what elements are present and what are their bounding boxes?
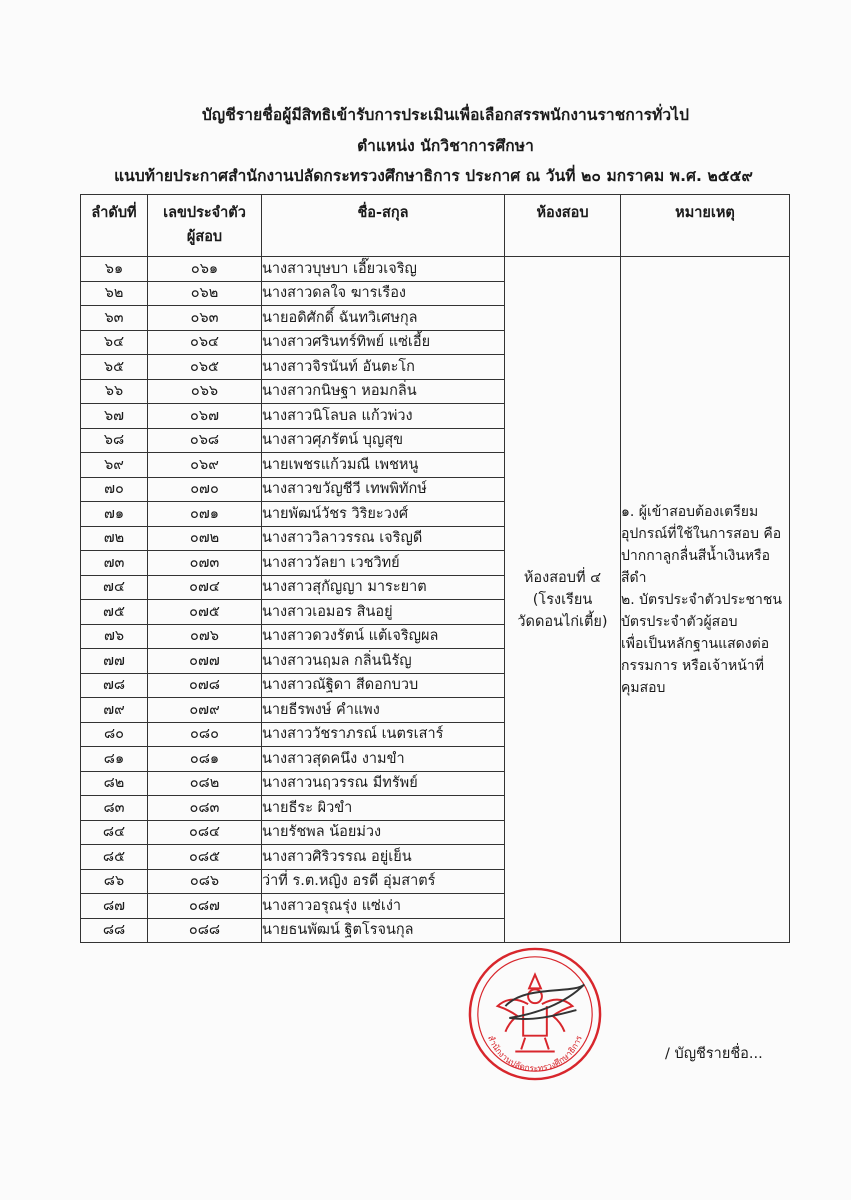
cell-name: นางสาวศรินทร์ทิพย์ แซ่เอี้ย bbox=[262, 330, 505, 355]
cell-order: ๖๓ bbox=[81, 306, 148, 331]
cell-name: นางสาวศิริวรรณ อยู่เย็น bbox=[262, 845, 505, 870]
garuda-seal-stamp bbox=[466, 945, 604, 1083]
remark-line: กรรมการ หรือเจ้าหน้าที่ bbox=[621, 657, 764, 674]
cell-name: นายพัฒน์วัชร วิริยะวงศ์ bbox=[262, 502, 505, 527]
header-candidate-id bbox=[148, 195, 262, 257]
cell-candidate-id: ๐๘๓ bbox=[148, 796, 262, 821]
exam-room-line: ห้องสอบที่ ๔ bbox=[523, 569, 602, 586]
cell-name: นางสาวสุกัญญา มาระยาต bbox=[262, 575, 505, 600]
cell-order: ๖๕ bbox=[81, 355, 148, 380]
remark-line: คุมสอบ bbox=[621, 679, 666, 696]
cell-candidate-id: ๐๗๗ bbox=[148, 649, 262, 674]
cell-order: ๗๑ bbox=[81, 502, 148, 527]
cell-order: ๗๕ bbox=[81, 600, 148, 625]
remark-line: เพื่อเป็นหลักฐานแสดงต่อ bbox=[621, 635, 770, 652]
cell-name: นางสาววัลยา เวชวิทย์ bbox=[262, 551, 505, 576]
cell-candidate-id: ๐๖๕ bbox=[148, 355, 262, 380]
cell-exam-room bbox=[505, 257, 621, 943]
cell-candidate-id: ๐๘๐ bbox=[148, 722, 262, 747]
cell-candidate-id: ๐๖๘ bbox=[148, 428, 262, 453]
cell-candidate-id: ๐๖๔ bbox=[148, 330, 262, 355]
cell-candidate-id: ๐๘๘ bbox=[148, 918, 262, 943]
remark-line: ปากกาลูกลื่นสีน้ำเงินหรือ bbox=[621, 547, 771, 564]
cell-candidate-id: ๐๖๖ bbox=[148, 379, 262, 404]
cell-name: นางสาวดวงรัตน์ แต้เจริญผล bbox=[262, 624, 505, 649]
table-row bbox=[81, 257, 790, 282]
position-title: ตำแหน่ง นักวิชาการศึกษา bbox=[357, 137, 534, 155]
exam-room-line: (โรงเรียน bbox=[532, 591, 593, 608]
continuation-note: / บัญชีรายชื่อ... bbox=[665, 1046, 763, 1062]
cell-name: ว่าที่ ร.ต.หญิง อรดี อุ่มสาตร์ bbox=[262, 869, 505, 894]
table-header-row bbox=[81, 195, 790, 257]
remark-line: อุปกรณ์ที่ใช้ในการสอบ คือ bbox=[621, 525, 782, 542]
cell-candidate-id: ๐๖๙ bbox=[148, 453, 262, 478]
cell-candidate-id: ๐๘๗ bbox=[148, 894, 262, 919]
table-body bbox=[81, 257, 790, 943]
header-room: ห้องสอบ bbox=[505, 195, 621, 257]
cell-candidate-id: ๐๗๖ bbox=[148, 624, 262, 649]
cell-name: นายเพชรแก้วมณี เพชหนู bbox=[262, 453, 505, 478]
cell-name: นายธีระ ผิวขำ bbox=[262, 796, 505, 821]
cell-order: ๗๖ bbox=[81, 624, 148, 649]
cell-candidate-id: ๐๗๒ bbox=[148, 526, 262, 551]
cell-name: นางสาวเอมอร สินอยู่ bbox=[262, 600, 505, 625]
cell-order: ๗๐ bbox=[81, 477, 148, 502]
cell-order: ๖๘ bbox=[81, 428, 148, 453]
cell-order: ๘๔ bbox=[81, 820, 148, 845]
cell-candidate-id: ๐๖๓ bbox=[148, 306, 262, 331]
cell-order: ๖๑ bbox=[81, 257, 148, 282]
cell-name: นางสาวณัฐิดา สีดอกบวบ bbox=[262, 673, 505, 698]
cell-candidate-id: ๐๘๑ bbox=[148, 747, 262, 772]
cell-candidate-id: ๐๗๙ bbox=[148, 698, 262, 723]
header-note: หมายเหตุ bbox=[621, 195, 790, 257]
cell-name: นางสาวจิรนันท์ อันตะโก bbox=[262, 355, 505, 380]
cell-candidate-id: ๐๗๘ bbox=[148, 673, 262, 698]
cell-candidate-id: ๐๗๐ bbox=[148, 477, 262, 502]
header-name: ชื่อ-สกุล bbox=[262, 195, 505, 257]
cell-candidate-id: ๐๗๓ bbox=[148, 551, 262, 576]
cell-candidate-id: ๐๖๗ bbox=[148, 404, 262, 429]
cell-name: นางสาวนิโลบล แก้วพ่วง bbox=[262, 404, 505, 429]
cell-order: ๘๒ bbox=[81, 771, 148, 796]
cell-order: ๘๗ bbox=[81, 894, 148, 919]
cell-order: ๗๘ bbox=[81, 673, 148, 698]
cell-candidate-id: ๐๗๕ bbox=[148, 600, 262, 625]
cell-name: นางสาวกนิษฐา หอมกลิ่น bbox=[262, 379, 505, 404]
cell-order: ๘๑ bbox=[81, 747, 148, 772]
cell-order: ๖๖ bbox=[81, 379, 148, 404]
cell-candidate-id: ๐๘๒ bbox=[148, 771, 262, 796]
cell-name: นางสาวดลใจ ฆารเรือง bbox=[262, 281, 505, 306]
seal-text: สำนักงานปลัดกระทรวงศึกษาธิการ bbox=[486, 1033, 584, 1074]
remark-line: ๑. ผู้เข้าสอบต้องเตรียม bbox=[621, 503, 759, 520]
cell-order: ๖๒ bbox=[81, 281, 148, 306]
cell-name: นางสาวบุษบา เอี๊ยวเจริญ bbox=[262, 257, 505, 282]
cell-name: นางสาวนฤมล กลิ่นนิรัญ bbox=[262, 649, 505, 674]
cell-order: ๗๙ bbox=[81, 698, 148, 723]
header-order: ลำดับที่ bbox=[81, 195, 148, 257]
cell-candidate-id: ๐๘๔ bbox=[148, 820, 262, 845]
cell-name: นางสาวขวัญชีวี เทพพิทักษ์ bbox=[262, 477, 505, 502]
cell-candidate-id: ๐๖๒ bbox=[148, 281, 262, 306]
cell-remarks bbox=[621, 257, 790, 943]
candidate-table bbox=[80, 194, 790, 943]
cell-name: นางสาววิลาวรรณ เจริญดี bbox=[262, 526, 505, 551]
cell-candidate-id: ๐๘๕ bbox=[148, 845, 262, 870]
cell-name: นายรัชพล น้อยม่วง bbox=[262, 820, 505, 845]
cell-order: ๖๔ bbox=[81, 330, 148, 355]
cell-order: ๗๓ bbox=[81, 551, 148, 576]
header-id-line2: ผู้สอบ bbox=[186, 229, 223, 245]
cell-name: นายธนพัฒน์ ฐิตโรจนกุล bbox=[262, 918, 505, 943]
cell-order: ๘๘ bbox=[81, 918, 148, 943]
exam-room-line: วัดดอนไก่เตี้ย) bbox=[517, 613, 608, 630]
remark-line: บัตรประจำตัวผู้สอบ bbox=[621, 613, 738, 630]
cell-order: ๘๐ bbox=[81, 722, 148, 747]
cell-candidate-id: ๐๖๑ bbox=[148, 257, 262, 282]
cell-name: นางสาวนฤวรรณ มีทรัพย์ bbox=[262, 771, 505, 796]
document-title: บัญชีรายชื่อผู้มีสิทธิเข้ารับการประเมินเพื่อเลือกสรรพนักงานราชการทั่วไป bbox=[201, 106, 690, 124]
announcement-reference: แนบท้ายประกาศสำนักงานปลัดกระทรวงศึกษาธิการ ประกาศ ณ วันที่ ๒๐ มกราคม พ.ศ. ๒๕๕๙ bbox=[114, 167, 753, 185]
cell-order: ๖๙ bbox=[81, 453, 148, 478]
cell-order: ๘๓ bbox=[81, 796, 148, 821]
cell-order: ๘๖ bbox=[81, 869, 148, 894]
cell-order: ๖๗ bbox=[81, 404, 148, 429]
cell-order: ๘๕ bbox=[81, 845, 148, 870]
cell-name: นางสาวอรุณรุ่ง แซ่เง่า bbox=[262, 894, 505, 919]
cell-name: นางสาวสุดคนึง งามขำ bbox=[262, 747, 505, 772]
cell-name: นางสาวศุภรัตน์ บุญสุข bbox=[262, 428, 505, 453]
cell-candidate-id: ๐๗๔ bbox=[148, 575, 262, 600]
cell-candidate-id: ๐๘๖ bbox=[148, 869, 262, 894]
remark-line: สีดำ bbox=[621, 569, 647, 586]
cell-name: นางสาววัชราภรณ์ เนตรเสาร์ bbox=[262, 722, 505, 747]
cell-name: นายธีรพงษ์ คำแพง bbox=[262, 698, 505, 723]
cell-candidate-id: ๐๗๑ bbox=[148, 502, 262, 527]
svg-text:สำนักงานปลัดกระทรวงศึกษาธิการ bbox=[486, 1034, 584, 1073]
cell-order: ๗๒ bbox=[81, 526, 148, 551]
cell-order: ๗๗ bbox=[81, 649, 148, 674]
cell-name: นายอดิศักดิ์ ฉันทวิเศษกุล bbox=[262, 306, 505, 331]
header-id-line1: เลขประจำตัว bbox=[163, 205, 246, 221]
remark-line: ๒. บัตรประจำตัวประชาชน bbox=[621, 591, 782, 608]
cell-order: ๗๔ bbox=[81, 575, 148, 600]
